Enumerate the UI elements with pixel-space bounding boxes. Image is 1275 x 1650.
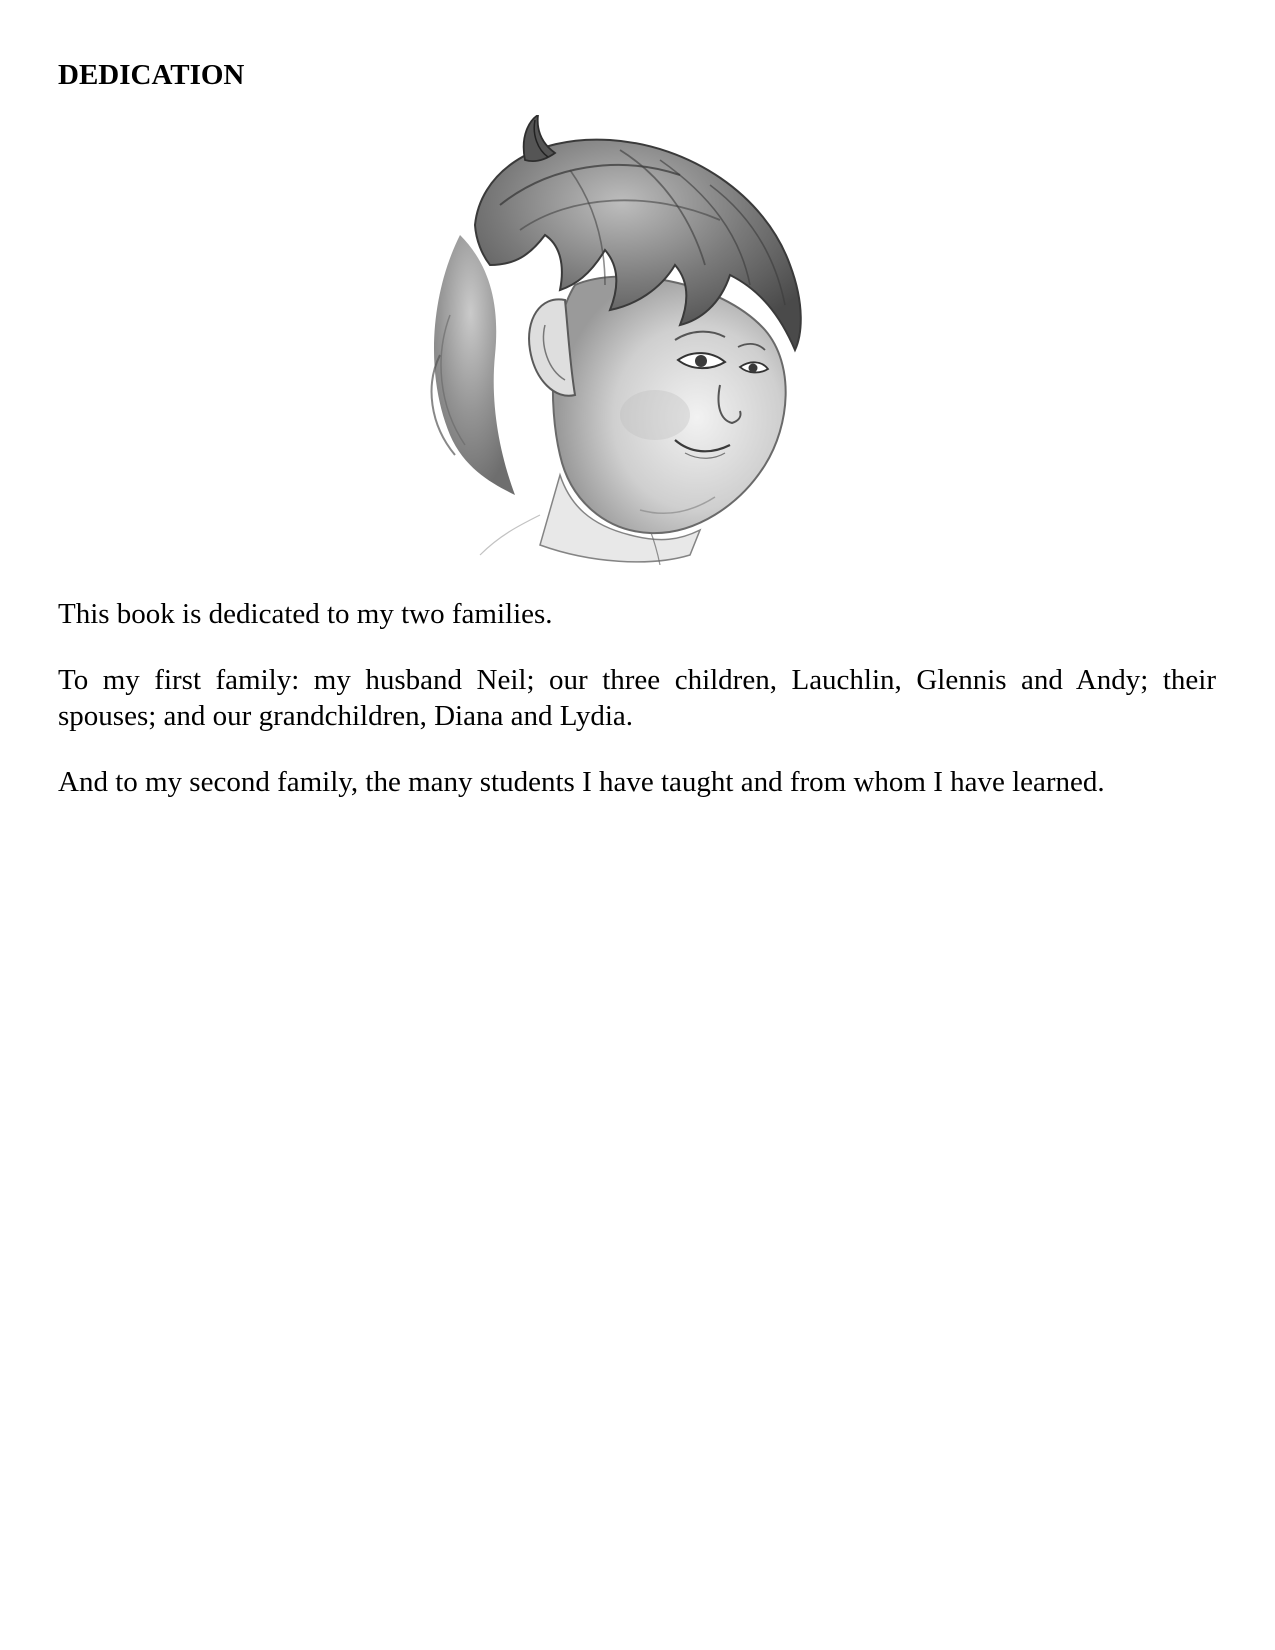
girl-portrait-sketch-icon: [420, 115, 850, 565]
page-title: DEDICATION: [58, 59, 245, 91]
dedication-paragraph: And to my second family, the many students I have taught and from whom I have learned.: [58, 766, 1105, 798]
dedication-paragraph: This book is dedicated to my two families.: [58, 598, 553, 630]
dedication-paragraph: To my first family: my husband Neil; our three children, Lauchlin, Glennis and Andy; their spouses; and our grandchildren, Diana and Lydia.: [58, 664, 1216, 732]
